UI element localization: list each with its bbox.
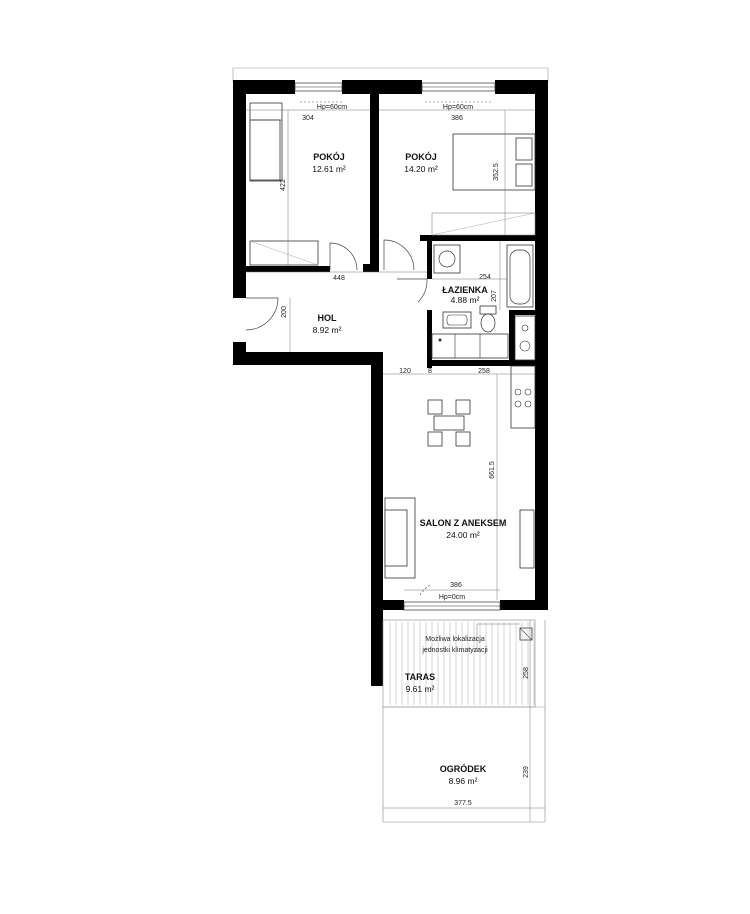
dim-hol-width: 448 <box>333 275 345 282</box>
climatization-note-line1: Możliwa lokalizacja <box>425 636 485 643</box>
wardrobe-pokoj2 <box>432 213 535 235</box>
bed-pokoj1 <box>250 103 282 181</box>
door-pokoj1 <box>330 243 357 270</box>
lazienka-name: ŁAZIENKA <box>442 285 488 295</box>
pokoj2-name: POKÓJ <box>405 152 437 162</box>
climatization-note <box>421 624 520 654</box>
dim-ogrodek-height: 239 <box>523 766 530 778</box>
climatization-note-line2: jednostki klimatyzacji <box>422 647 488 654</box>
window-salon <box>404 602 500 610</box>
room-labels <box>312 151 506 786</box>
bathroom-sink <box>443 312 471 328</box>
window-note-pokoj1: Hp=60cm <box>316 104 348 111</box>
boiler <box>515 316 535 360</box>
furniture <box>250 103 535 640</box>
door-lazienka <box>397 279 427 302</box>
salon-area: 24.00 m² <box>446 530 480 540</box>
kitchen-counter <box>511 366 535 428</box>
window-note-pokoj2: Hp=60cm <box>442 104 474 111</box>
window-note-salon: Hp=0cm <box>438 594 466 601</box>
hol-area: 8.92 m² <box>312 325 342 335</box>
dim-pokoj1-height: 422 <box>280 179 287 191</box>
ogrodek-name: OGRÓDEK <box>439 764 487 774</box>
reference-lines <box>233 68 548 82</box>
washing-machine <box>434 245 460 273</box>
ogrodek-area: 8.96 m² <box>448 776 478 786</box>
dim-salon-bottom: 386 <box>450 582 462 589</box>
dim-lazienka-width: 254 <box>479 274 491 281</box>
dim-salon-small: 8 <box>428 368 432 375</box>
dim-salon-height: 661.5 <box>489 461 496 479</box>
dim-lazienka-height: 207 <box>491 290 498 302</box>
door-pokoj2 <box>384 240 414 270</box>
dim-hol-height: 200 <box>281 306 288 318</box>
hall-cabinets <box>432 334 508 358</box>
taras-name: TARAS <box>404 672 436 682</box>
toilet <box>480 306 496 332</box>
dim-salon-left: 120 <box>399 368 411 375</box>
lazienka-area: 4.88 m² <box>450 295 480 305</box>
window-pokoj1 <box>295 83 342 102</box>
salon-name: SALON Z ANEKSEM <box>419 518 507 528</box>
dim-ogrodek-width: 377.5 <box>454 800 472 807</box>
pokoj1-area: 12.61 m² <box>312 164 346 174</box>
taras-area: 9.61 m² <box>405 684 435 694</box>
dim-salon-right: 258 <box>478 368 490 375</box>
door-entrance <box>246 298 278 330</box>
dim-pokoj2-height: 352.5 <box>493 163 500 181</box>
bathtub <box>507 245 533 307</box>
hol-name: HOL <box>317 313 337 323</box>
dim-pokoj2-width: 386 <box>451 115 463 122</box>
tv-unit <box>520 510 534 568</box>
dim-pokoj1-width: 304 <box>302 115 314 122</box>
pokoj1-name: POKÓJ <box>313 152 345 162</box>
dining-table <box>428 400 470 446</box>
dim-taras-height: 258 <box>523 667 530 679</box>
window-pokoj2 <box>422 83 495 102</box>
wardrobe-pokoj1 <box>250 241 318 265</box>
pokoj2-area: 14.20 m² <box>404 164 438 174</box>
sofa <box>385 498 415 578</box>
